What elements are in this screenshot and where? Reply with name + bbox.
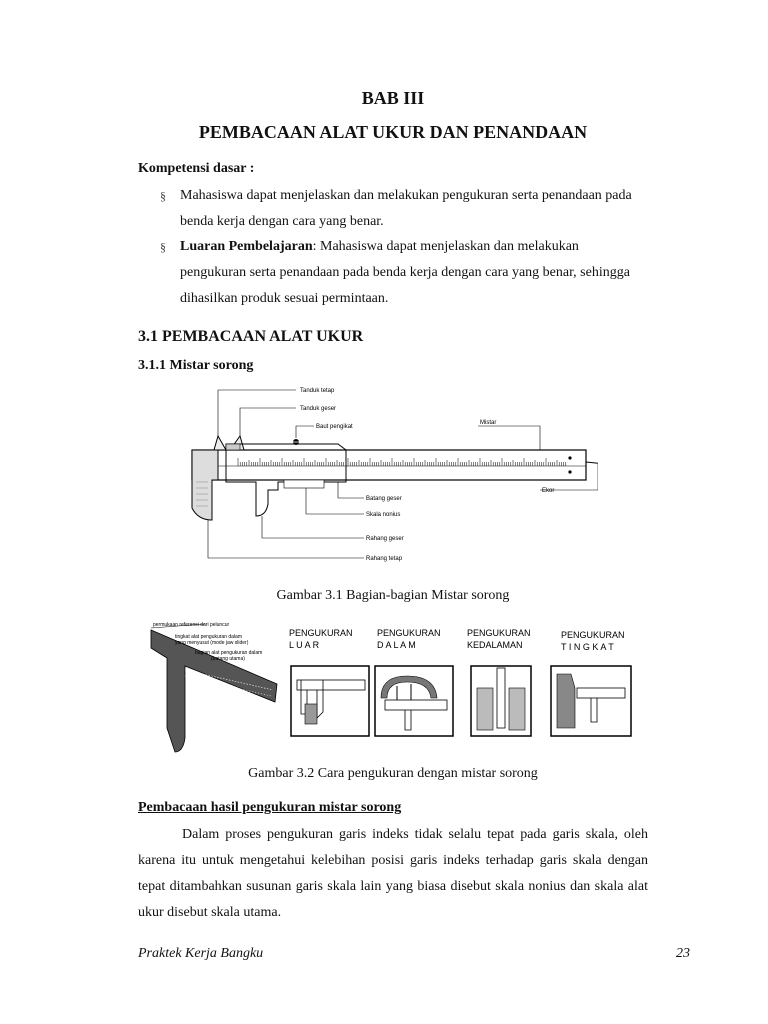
competency-line: benda kerja dengan cara yang benar. xyxy=(180,214,384,229)
competency-line xyxy=(180,234,648,260)
label-mistar: Mistar xyxy=(480,420,497,426)
annotation-5: (batang utama) xyxy=(211,656,245,662)
luaran-label: Luaran Pembelajaran xyxy=(180,239,313,254)
label-skala-nonius: Skala nonius xyxy=(366,512,401,518)
competency-line: pengukuran serta penandaan pada benda kerja dengan cara yang benar, sehingga xyxy=(180,265,630,280)
subsection-heading: 3.1.1 Mistar sorong xyxy=(138,358,254,373)
bullet-icon: § xyxy=(160,189,166,203)
section-heading: 3.1 PEMBACAAN ALAT UKUR xyxy=(138,328,364,345)
footer-book-title: Praktek Kerja Bangku xyxy=(138,946,264,961)
figure-caliper-parts xyxy=(178,382,598,564)
figure2-caption: Gambar 3.2 Cara pengukuran dengan mistar sorong xyxy=(248,766,538,781)
figure1-caption: Gambar 3.1 Bagian-bagian Mistar sorong xyxy=(276,588,510,603)
panel1-frame xyxy=(291,666,369,736)
reading-heading: Pembacaan hasil pengukuran mistar sorong xyxy=(138,800,402,815)
label-tanduk-tetap: Tanduk tetap xyxy=(300,388,335,394)
label-ekor: Ekor xyxy=(542,488,555,494)
annotation-1: permukaan referensi dari peluncur xyxy=(153,622,230,628)
competency-item-2 xyxy=(180,234,648,312)
competency-line: dihasilkan produk sesuai permintaan. xyxy=(180,291,389,306)
competency-line: Mahasiswa dapat menjelaskan dan melakukan pengukuran serta penandaan pada xyxy=(180,188,632,203)
panel2-title: PENGUKURAN xyxy=(377,628,441,638)
competency-text: : Mahasiswa dapat menjelaskan dan melakukan xyxy=(312,239,579,254)
bullet-icon: § xyxy=(160,240,166,254)
paragraph-text: Dalam proses pengukuran garis indeks tidak selalu tepat pada garis skala, oleh karena itu untuk mengetahui kelebihan posisi garis indeks terhadap garis skala dengan tepat ditambahkan susunan garis skala lain yang biasa disebut skala nonius dan skala alat ukur disebut skala utama. xyxy=(138,827,648,920)
panel3-title: PENGUKURAN xyxy=(467,628,531,638)
chapter-title: PEMBACAAN ALAT UKUR DAN PENANDAAN xyxy=(198,122,588,142)
label-batang-geser: Batang geser xyxy=(366,496,402,502)
chapter-heading: BAB III xyxy=(361,88,425,108)
competency-item-1 xyxy=(180,183,648,235)
label-tanduk-geser: Tanduk geser xyxy=(300,406,337,412)
panel1-subtitle: L U A R xyxy=(289,640,320,650)
panel4-subtitle: T I N G K A T xyxy=(561,642,614,652)
body-paragraph xyxy=(138,822,648,926)
figure-measurement-methods xyxy=(145,618,643,756)
label-rahang-tetap: Rahang tetap xyxy=(366,556,403,562)
panel4-title: PENGUKURAN xyxy=(561,630,625,640)
footer-page-number: 23 xyxy=(676,946,690,961)
panel2-subtitle: D A L A M xyxy=(377,640,416,650)
competency-heading: Kompetensi dasar : xyxy=(138,161,255,176)
panel1-title: PENGUKURAN xyxy=(289,628,353,638)
annotation-4: bagian alat pengukuran dalam xyxy=(195,650,263,656)
panel3-subtitle: KEDALAMAN xyxy=(467,640,523,650)
label-rahang-geser: Rahang geser xyxy=(366,536,404,542)
annotation-2: tingkat alat pengukuran dalam xyxy=(175,634,242,640)
label-baut-pengikat: Baut pengikat xyxy=(316,424,353,430)
annotation-3: yang menyusut (mode jaw slider) xyxy=(175,640,249,646)
